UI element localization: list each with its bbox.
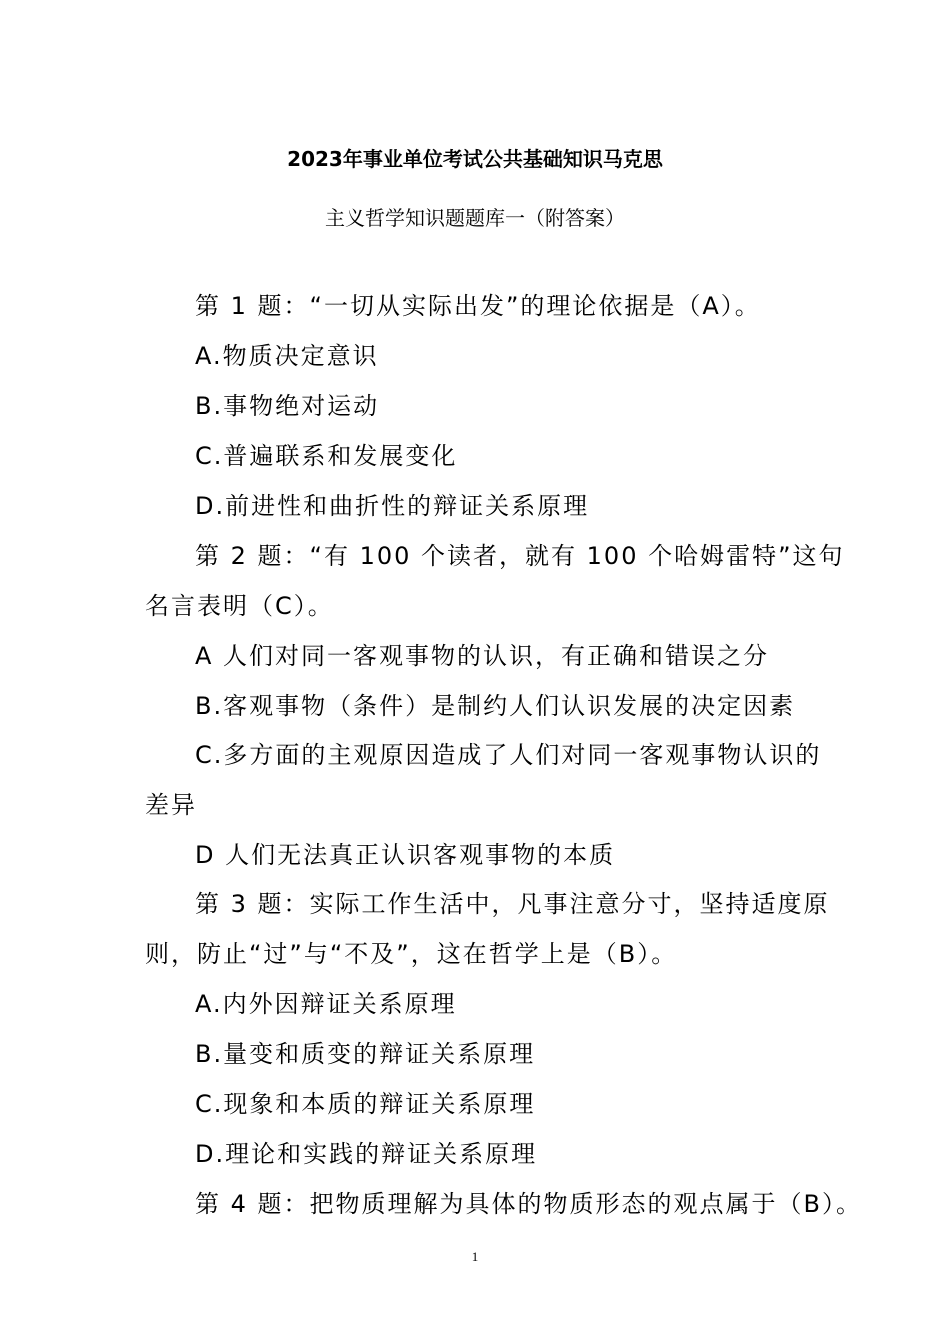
question-2-line-1: 第 2 题：“有 100 个读者，就有 100 个哈姆雷特”这句: [195, 542, 845, 570]
question-2-option-c-line-1: C.多方面的主观原因造成了人们对同一客观事物认识的: [195, 741, 822, 769]
question-3-option-a: A.内外因辩证关系原理: [195, 990, 457, 1018]
question-4: 第 4 题：把物质理解为具体的物质形态的观点属于（B）。: [195, 1190, 862, 1218]
question-2-line-2: 名言表明（C）。: [145, 592, 334, 620]
question-2-option-a: A 人们对同一客观事物的认识，有正确和错误之分: [195, 642, 770, 670]
question-2-option-b: B.客观事物（条件）是制约人们认识发展的决定因素: [195, 692, 796, 720]
question-1-option-c: C.普遍联系和发展变化: [195, 442, 458, 470]
question-1-option-a: A.物质决定意识: [195, 342, 379, 370]
question-3-option-c: C.现象和本质的辩证关系原理: [195, 1090, 536, 1118]
question-3-line-1: 第 3 题：实际工作生活中，凡事注意分寸，坚持适度原: [195, 890, 830, 918]
question-1: 第 1 题：“一切从实际出发”的理论依据是（A）。: [195, 292, 761, 320]
page-number: 1: [471, 1249, 479, 1264]
question-3-line-2: 则，防止“过”与“不及”，这在哲学上是（B）。: [145, 940, 678, 968]
document-title-line-2: 主义哲学知识题题库一（附答案）: [325, 206, 625, 230]
question-1-option-d: D.前进性和曲折性的辩证关系原理: [195, 492, 590, 520]
question-2-option-c-line-2: 差异: [145, 791, 197, 819]
question-3-option-b: B.量变和质变的辩证关系原理: [195, 1040, 536, 1068]
question-1-option-b: B.事物绝对运动: [195, 392, 380, 420]
document-title-line-1: 2023年事业单位考试公共基础知识马克思: [287, 147, 663, 171]
question-3-option-d: D.理论和实践的辩证关系原理: [195, 1140, 538, 1168]
question-2-option-d: D 人们无法真正认识客观事物的本质: [195, 841, 616, 869]
